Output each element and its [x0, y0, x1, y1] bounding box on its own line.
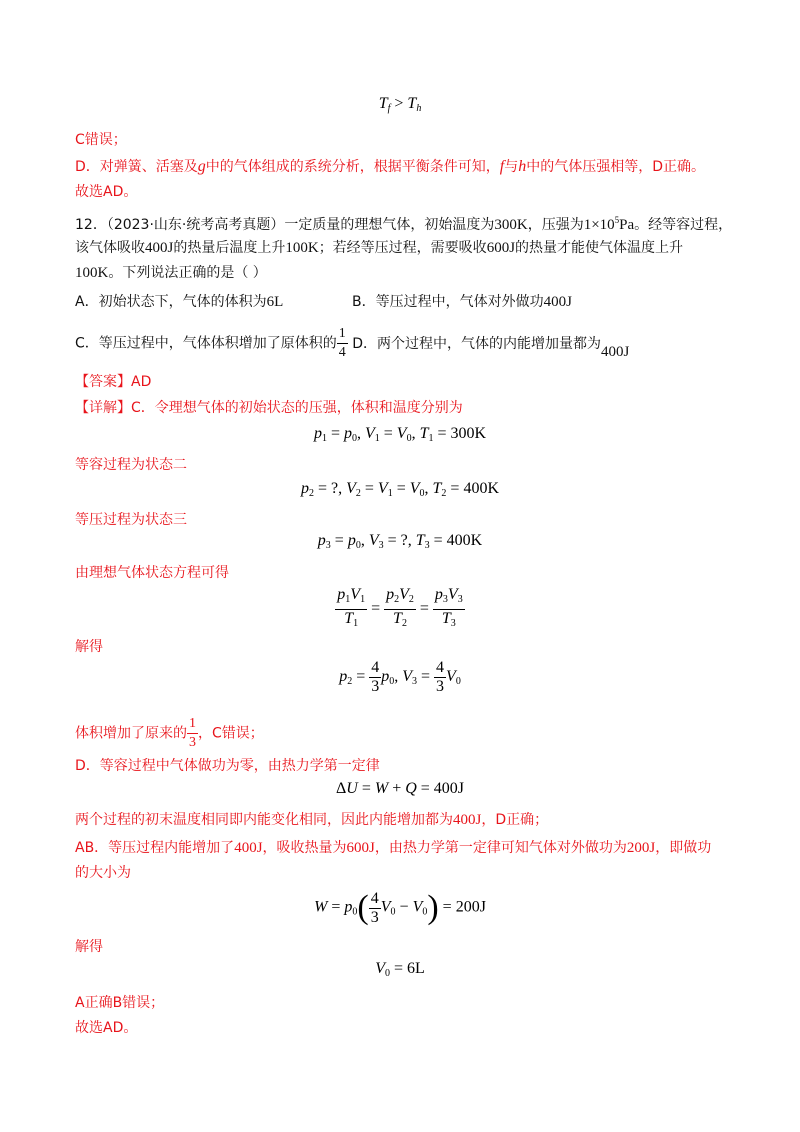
ab-line-2: 的大小为: [75, 865, 131, 881]
option-b: B．等压过程中，气体对外做功400J: [352, 294, 572, 310]
option-a: A．初始状态下，气体的体积为6L: [75, 294, 284, 310]
option-c-d: C．等压过程中，气体体积增加了原体积的 $\frac{1}{4}$ D．两个过程中，气体的内能增加量都为400J: [75, 326, 630, 360]
question-line-1: 12．（2023·山东·统考高考真题）一定质量的理想气体，初始温度为300K，压强为$1\times 10^5Pa$。经等容过程，: [75, 215, 733, 233]
choose-line-1: 故选AD。: [75, 184, 138, 200]
fraction-one-third: $\frac{1}{3}$: [189, 716, 196, 750]
a-correct-line: A正确B错误；: [75, 995, 165, 1011]
equation-state-3: $p_3 = p_0$, $V_3$ = ?, $T_3 = 400K$: [317, 532, 483, 551]
equation-solution-1: $p_2$ = $\frac{4}{3}$ $p_0$, $V_3$ = $\frac{4}{3}$ $V_0$: [339, 659, 461, 695]
detail-line: 【详解】C．令理想气体的初始状态的压强，体积和温度分别为: [75, 400, 463, 416]
answer-label: 【答案】AD: [75, 374, 152, 390]
equation-v0: $V_0 = 6L$: [375, 960, 425, 979]
question-line-3: 100K。下列说法正确的是（ ）: [75, 265, 267, 281]
volume-increase-line: 体积增加了原来的 $\frac{1}{3}$ ，C错误；: [75, 716, 264, 750]
option-d: D．两个过程中，气体的内能增加量都为400J: [352, 335, 630, 360]
ideal-gas-law-label: 由理想气体状态方程可得: [75, 565, 229, 581]
choose-line-2: 故选AD。: [75, 1020, 138, 1036]
state-two-label: 等容过程为状态二: [75, 457, 187, 473]
top-equation: $T_f > T_h$: [378, 95, 422, 114]
question-line-2: 该气体吸收400J的热量后温度上升100K；若经等压过程，需要吸收600J的热量才能使气体温度上升: [75, 240, 684, 256]
equation-state-1: $p_1 = p_0$, $V_1 = V_0$, $T_1 = 300K$: [313, 425, 487, 444]
solve-label-2: 解得: [75, 939, 103, 955]
solve-label-1: 解得: [75, 639, 103, 655]
fraction-one-quarter: $\frac{1}{4}$: [338, 326, 346, 360]
equation-first-law: ΔU = W + Q = 400J: [335, 780, 465, 797]
ab-line-1: AB．等压过程内能增加了400J，吸收热量为600J，由热力学第一定律可知气体对外做功为200J，即做功: [75, 840, 712, 856]
d-analysis-line: D．对弹簧、活塞及g中的气体组成的系统分析，根据平衡条件可知，f与h中的气体压强相等，D正确。: [75, 158, 706, 175]
same-energy-line: 两个过程的初末温度相同即内能变化相同，因此内能增加都为400J，D正确；: [75, 812, 549, 828]
c-wrong-line: C错误；: [75, 132, 127, 148]
equation-state-2: $p_2$ = ?, $V_2 = V_1 = V_0$, $T_2 = 400K$: [300, 480, 499, 499]
state-three-label: 等压过程为状态三: [75, 512, 187, 528]
d-first-law-line: D．等容过程中气体做功为零，由热力学第一定律: [75, 758, 380, 774]
equation-work: $W = p_0$( $\frac{4}{3}$ $V_0 - V_0) = 200J$: [314, 889, 486, 926]
equation-ideal-gas: $\frac{p_1V_1}{T_1}$ = $\frac{p_2V_2}{T_2}$ = $\frac{p_3V_3}{T_3}$: [337, 586, 463, 629]
